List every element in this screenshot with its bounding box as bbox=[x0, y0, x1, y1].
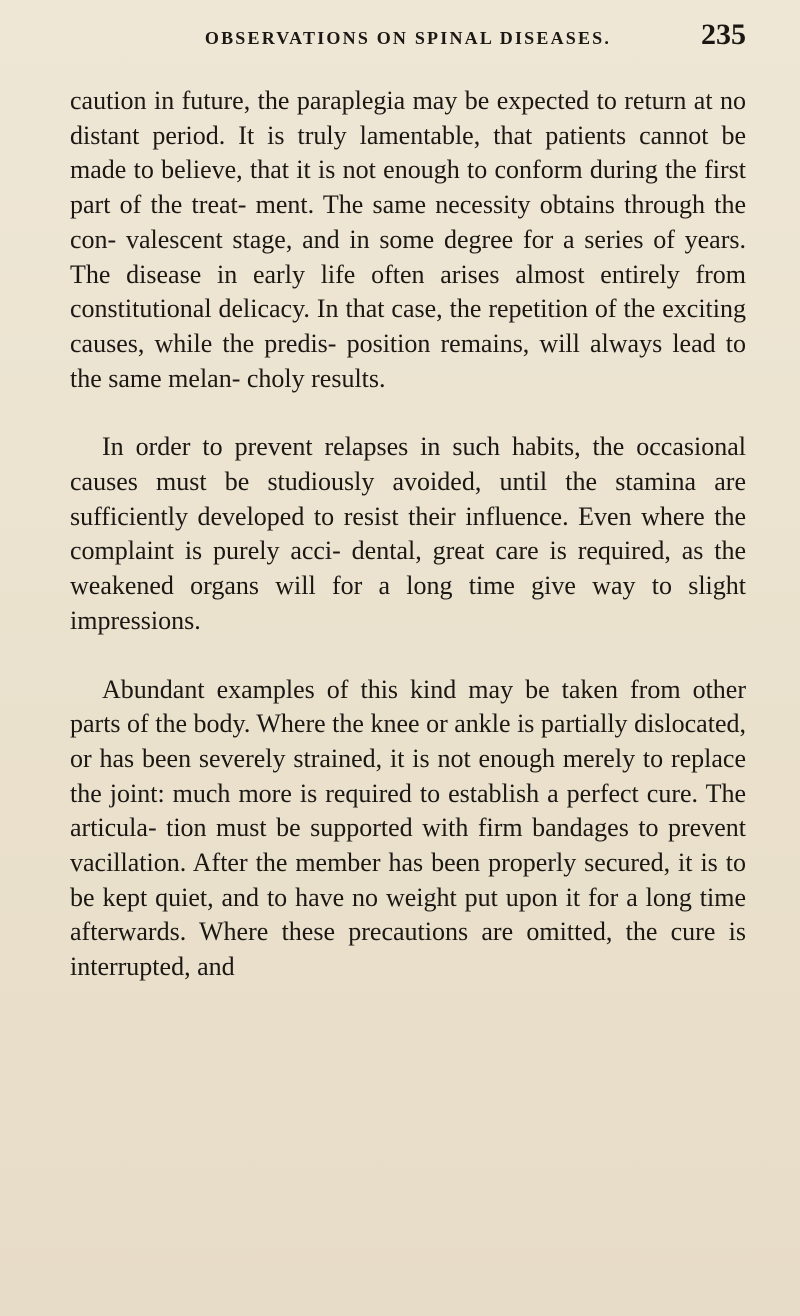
running-title: OBSERVATIONS ON SPINAL DISEASES. bbox=[204, 28, 612, 48]
paragraph-gap bbox=[70, 639, 746, 673]
paragraph-continuation: caution in future, the paraplegia may be expected to return at no distant period. It is truly lamentable, that patients cannot be made to believe, that it is not enough to conform during the first part of the treat- ment. The same necessity obtains through the con- valescent stage, and in some degree for a series of years. The disease in early life often arises almost entirely from constitutional delicacy. In that case, the repetition of the exciting causes, while the predis- position remains, will always lead to the same melan- choly results. bbox=[70, 86, 746, 393]
paragraph-examples: Abundant examples of this kind may be taken from other parts of the body. Where the knee or ankle is partially dislocated, or has been severely strained, it is not enough merely to replace the joint: much more is required to establish a perfect cure. The articula- tion must be supported with firm bandages to prevent vacillation. After the member has been properly secured, it is to be kept quiet, and to have no weight put upon it for a long time afterwards. Where these precautions are omitted, the cure is interrupted, and bbox=[70, 674, 746, 982]
paragraph-relapses: In order to prevent relapses in such habits, the occasional causes must be studiously avoided, until the stamina are sufficiently developed to resist their influence. Even where the complaint is purely acci- dental, great care is required, as the weakened organs will for a long time give way to slight impressions. bbox=[70, 432, 746, 635]
paragraph-gap bbox=[70, 396, 746, 430]
page-number: 235 bbox=[701, 18, 746, 51]
running-head bbox=[70, 20, 746, 56]
